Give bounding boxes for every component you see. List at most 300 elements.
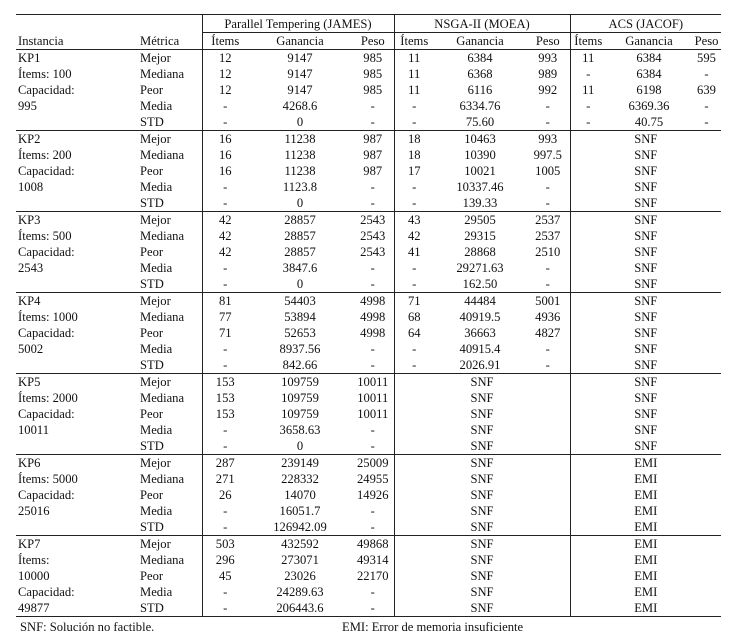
nsga-status-cell: SNF	[394, 374, 570, 391]
pt-peso-cell: 4998	[360, 310, 386, 324]
metric-cell: Mejor	[138, 536, 202, 553]
pt-peso-cell: 25009	[352, 455, 394, 472]
nsga-peso-cell: -	[545, 261, 550, 275]
results-table-container	[16, 14, 721, 617]
pt-peso-cell: 10011	[352, 374, 394, 391]
metric-cell: Peor	[140, 245, 164, 259]
pt-peso-cell: -	[370, 261, 375, 275]
nsga-items-cell: 42	[394, 228, 434, 244]
metric-cell: Mediana	[140, 553, 185, 567]
pt-ganancia-cell: 228332	[281, 472, 319, 486]
nsga-items-cell: 41	[394, 244, 434, 260]
pt-ganancia-cell: 109759	[281, 391, 319, 405]
instance-cell: 49877	[16, 600, 138, 617]
nsga-items-cell: 43	[394, 212, 434, 229]
instance-cell: Ítems: 100	[18, 67, 72, 81]
footnote-emi: EMI: Error de memoria insuficiente	[342, 620, 524, 634]
results-body	[16, 50, 721, 617]
acs-peso-cell: 595	[692, 50, 721, 67]
pt-ganancia-cell: 0	[296, 115, 304, 129]
acs-status-cell: EMI	[570, 536, 721, 553]
metric-cell: Mejor	[138, 455, 202, 472]
col-header-items: Ítems	[394, 33, 434, 50]
metric-cell: Peor	[140, 326, 164, 340]
table-row	[16, 438, 721, 455]
acs-peso-cell: -	[704, 99, 709, 113]
pt-ganancia-cell: 842.66	[282, 358, 318, 372]
pt-peso-cell: 2543	[360, 245, 386, 259]
instance-cell: Ítems: 500	[18, 229, 72, 243]
nsga-items-cell: 18	[394, 131, 434, 148]
pt-peso-cell: 49868	[352, 536, 394, 553]
instance-cell: 10011	[18, 423, 50, 437]
acs-status-cell: SNF	[570, 147, 721, 163]
table-row	[16, 584, 721, 600]
pt-items-cell: 503	[202, 536, 248, 553]
pt-peso-cell: 987	[352, 131, 394, 148]
instance-cell	[16, 114, 138, 131]
acs-status-cell: EMI	[570, 600, 721, 617]
acs-status-cell: SNF	[570, 422, 721, 438]
instance-cell: KP6	[16, 455, 138, 472]
instance-cell: Capacidad:	[18, 407, 75, 421]
pt-items-cell: 45	[202, 568, 248, 584]
metric-cell: STD	[140, 196, 164, 210]
nsga-peso-cell: 2537	[526, 212, 570, 229]
instance-cell: Capacidad:	[18, 245, 75, 259]
table-row	[16, 325, 721, 341]
acs-items-cell: -	[570, 66, 606, 82]
pt-items-cell: -	[202, 179, 248, 195]
instance-cell	[16, 438, 138, 455]
col-header-metrica: Métrica	[138, 33, 202, 50]
pt-ganancia-cell: 3847.6	[282, 261, 318, 275]
table-row	[16, 114, 721, 131]
nsga-ganancia-cell: 10021	[464, 164, 496, 178]
instance-cell: Capacidad:	[18, 164, 75, 178]
table-row	[16, 293, 721, 310]
acs-items-cell: 11	[570, 82, 606, 98]
metric-cell: STD	[140, 115, 164, 129]
pt-ganancia-cell: 24289.63	[276, 585, 324, 599]
acs-status-cell: EMI	[570, 471, 721, 487]
pt-items-cell: -	[202, 503, 248, 519]
pt-peso-cell: 2543	[360, 229, 386, 243]
col-header-items: Ítems	[202, 33, 248, 50]
instance-cell: Capacidad:	[18, 326, 75, 340]
table-row	[16, 147, 721, 163]
pt-ganancia-cell: 239149	[248, 455, 352, 472]
instance-cell: KP7	[16, 536, 138, 553]
table-row	[16, 228, 721, 244]
table-row	[16, 276, 721, 293]
col-header-peso: Peso	[526, 33, 570, 50]
nsga-ganancia-cell: 6368	[467, 67, 493, 81]
pt-ganancia-cell: 1123.8	[282, 180, 318, 194]
instance-cell: Ítems: 5000	[18, 472, 78, 486]
pt-ganancia-cell: 4268.6	[282, 99, 318, 113]
instance-cell: Ítems: 2000	[18, 391, 78, 405]
pt-items-cell: 71	[202, 325, 248, 341]
nsga-status-cell: SNF	[394, 519, 570, 536]
acs-ganancia-cell: 40.75	[634, 115, 664, 129]
acs-status-cell: SNF	[570, 293, 721, 310]
metric-cell: Media	[140, 99, 173, 113]
acs-status-cell: SNF	[570, 374, 721, 391]
nsga-items-cell: 11	[394, 50, 434, 67]
pt-items-cell: -	[202, 195, 248, 212]
pt-items-cell: 271	[202, 471, 248, 487]
nsga-items-cell: -	[394, 341, 434, 357]
metric-cell: Media	[140, 504, 173, 518]
acs-peso-cell: -	[704, 67, 709, 81]
pt-peso-cell: -	[370, 99, 375, 113]
pt-items-cell: -	[202, 98, 248, 114]
acs-items-cell: 11	[570, 50, 606, 67]
acs-items-cell: -	[570, 114, 606, 131]
nsga-ganancia-cell: 10463	[434, 131, 526, 148]
instance-cell: 25016	[18, 504, 50, 518]
pt-items-cell: 26	[202, 487, 248, 503]
footnote-snf: SNF: Solución no factible.	[20, 620, 155, 634]
pt-ganancia-cell: 273071	[281, 553, 319, 567]
table-row	[16, 422, 721, 438]
acs-status-cell: SNF	[570, 325, 721, 341]
acs-status-cell: SNF	[570, 179, 721, 195]
pt-peso-cell: 985	[352, 50, 394, 67]
pt-peso-cell: -	[370, 423, 375, 437]
pt-ganancia-cell: 8937.56	[279, 342, 321, 356]
pt-peso-cell: 24955	[357, 472, 389, 486]
nsga-ganancia-cell: 75.60	[465, 115, 495, 129]
metric-cell: STD	[140, 439, 164, 453]
acs-ganancia-cell: 6384	[606, 50, 692, 67]
nsga-status-cell: SNF	[394, 471, 570, 487]
pt-peso-cell: -	[370, 439, 375, 453]
pt-peso-cell: -	[370, 585, 375, 599]
nsga-ganancia-cell: 2026.91	[459, 358, 501, 372]
table-row	[16, 374, 721, 391]
metric-cell: Mejor	[138, 50, 202, 67]
pt-peso-cell: -	[370, 277, 375, 291]
nsga-peso-cell: -	[545, 196, 550, 210]
nsga-peso-cell: -	[545, 99, 550, 113]
pt-ganancia-cell: 3658.63	[279, 423, 321, 437]
nsga-ganancia-cell: 28868	[464, 245, 496, 259]
nsga-peso-cell: -	[545, 358, 550, 372]
pt-items-cell: 287	[202, 455, 248, 472]
pt-ganancia-cell: 28857	[248, 212, 352, 229]
pt-items-cell: -	[202, 114, 248, 131]
metric-cell: Peor	[140, 407, 164, 421]
pt-ganancia-cell: 16051.7	[279, 504, 321, 518]
instance-cell: 10000	[18, 569, 50, 583]
nsga-items-cell: -	[394, 114, 434, 131]
nsga-status-cell: SNF	[394, 600, 570, 617]
pt-peso-cell: -	[370, 358, 375, 372]
nsga-ganancia-cell: 6384	[434, 50, 526, 67]
nsga-status-cell: SNF	[394, 584, 570, 600]
table-row	[16, 568, 721, 584]
pt-items-cell: -	[202, 276, 248, 293]
nsga-items-cell: -	[394, 179, 434, 195]
nsga-peso-cell: 989	[538, 67, 558, 81]
pt-ganancia-cell: 109759	[248, 374, 352, 391]
acs-status-cell: EMI	[570, 552, 721, 568]
nsga-ganancia-cell: 162.50	[462, 277, 498, 291]
pt-items-cell: 153	[202, 406, 248, 422]
pt-items-cell: 16	[202, 131, 248, 148]
table-row	[16, 66, 721, 82]
nsga-status-cell: SNF	[394, 438, 570, 455]
instance-cell: KP3	[16, 212, 138, 229]
instance-cell: 5002	[18, 342, 44, 356]
col-header-ganancia: Ganancia	[434, 33, 526, 50]
metric-cell: STD	[140, 520, 164, 534]
nsga-peso-cell: -	[545, 115, 550, 129]
metric-cell: Peor	[140, 164, 164, 178]
table-row	[16, 212, 721, 229]
pt-ganancia-cell: 53894	[284, 310, 316, 324]
col-header-ganancia: Ganancia	[248, 33, 352, 50]
col-header-peso: Peso	[352, 33, 394, 50]
acs-ganancia-cell: 6198	[636, 83, 662, 97]
metric-cell: Media	[140, 342, 173, 356]
table-row	[16, 163, 721, 179]
col-header-instancia: Instancia	[16, 33, 138, 50]
metric-cell: Mediana	[140, 229, 185, 243]
metric-cell: Mejor	[138, 293, 202, 310]
table-row	[16, 309, 721, 325]
acs-status-cell: SNF	[570, 309, 721, 325]
metric-cell: Mejor	[138, 212, 202, 229]
pt-ganancia-cell: 432592	[248, 536, 352, 553]
pt-items-cell: 42	[202, 228, 248, 244]
metric-cell: Mejor	[138, 374, 202, 391]
pt-items-cell: 81	[202, 293, 248, 310]
pt-peso-cell: 49314	[357, 553, 389, 567]
instance-cell: 995	[18, 99, 37, 113]
nsga-peso-cell: -	[545, 277, 550, 291]
nsga-ganancia-cell: 44484	[434, 293, 526, 310]
group-header-nsga: NSGA-II (MOEA)	[394, 15, 570, 33]
pt-items-cell: -	[202, 422, 248, 438]
pt-items-cell: 42	[202, 212, 248, 229]
nsga-items-cell: -	[394, 260, 434, 276]
pt-ganancia-cell: 23026	[284, 569, 316, 583]
metric-cell: Media	[140, 423, 173, 437]
pt-ganancia-cell: 0	[296, 196, 304, 210]
nsga-status-cell: SNF	[394, 552, 570, 568]
acs-status-cell: SNF	[570, 341, 721, 357]
table-row	[16, 357, 721, 374]
metric-cell: Mediana	[140, 148, 185, 162]
instance-cell	[16, 195, 138, 212]
acs-status-cell: EMI	[570, 568, 721, 584]
acs-status-cell: SNF	[570, 276, 721, 293]
pt-items-cell: 153	[202, 390, 248, 406]
nsga-ganancia-cell: 29315	[464, 229, 496, 243]
pt-peso-cell: 985	[363, 67, 383, 81]
group-header-pt: Parallel Tempering (JAMES)	[202, 15, 394, 33]
pt-peso-cell: 4998	[352, 293, 394, 310]
instance-cell: KP1	[16, 50, 138, 67]
pt-ganancia-cell: 11238	[248, 131, 352, 148]
instance-cell: Capacidad:	[18, 488, 75, 502]
pt-ganancia-cell: 9147	[287, 83, 313, 97]
instance-cell: Ítems:	[18, 553, 50, 567]
nsga-peso-cell: 4936	[535, 310, 561, 324]
pt-peso-cell: 4998	[360, 326, 386, 340]
nsga-items-cell: -	[394, 195, 434, 212]
pt-items-cell: -	[202, 438, 248, 455]
pt-ganancia-cell: 52653	[284, 326, 316, 340]
nsga-ganancia-cell: 29271.63	[456, 261, 504, 275]
nsga-items-cell: -	[394, 98, 434, 114]
table-row	[16, 455, 721, 472]
nsga-items-cell: -	[394, 357, 434, 374]
pt-ganancia-cell: 9147	[248, 50, 352, 67]
pt-peso-cell: 987	[363, 164, 383, 178]
nsga-status-cell: SNF	[394, 406, 570, 422]
pt-items-cell: 16	[202, 147, 248, 163]
metric-cell: STD	[140, 358, 164, 372]
header-group-row	[16, 15, 721, 33]
pt-ganancia-cell: 28857	[284, 245, 316, 259]
table-row	[16, 131, 721, 148]
table-row	[16, 519, 721, 536]
acs-peso-cell: -	[704, 115, 709, 129]
pt-ganancia-cell: 0	[296, 439, 304, 453]
instance-cell: KP4	[16, 293, 138, 310]
metric-cell: STD	[138, 600, 202, 617]
pt-peso-cell: 22170	[357, 569, 389, 583]
pt-ganancia-cell: 109759	[281, 407, 319, 421]
nsga-ganancia-cell: 10390	[464, 148, 496, 162]
nsga-peso-cell: 5001	[526, 293, 570, 310]
acs-status-cell: SNF	[570, 260, 721, 276]
pt-ganancia-cell: 9147	[287, 67, 313, 81]
nsga-ganancia-cell: 6334.76	[459, 99, 501, 113]
pt-items-cell: 296	[202, 552, 248, 568]
nsga-items-cell: 17	[394, 163, 434, 179]
metric-cell: Mediana	[140, 310, 185, 324]
acs-ganancia-cell: 6369.36	[628, 99, 670, 113]
pt-items-cell: -	[202, 260, 248, 276]
nsga-ganancia-cell: 36663	[464, 326, 496, 340]
nsga-status-cell: SNF	[394, 568, 570, 584]
pt-items-cell: 12	[202, 82, 248, 98]
nsga-items-cell: -	[394, 276, 434, 293]
nsga-ganancia-cell: 139.33	[462, 196, 498, 210]
table-row	[16, 50, 721, 67]
nsga-items-cell: 18	[394, 147, 434, 163]
nsga-items-cell: 11	[394, 66, 434, 82]
acs-status-cell: SNF	[570, 406, 721, 422]
pt-peso-cell: -	[370, 180, 375, 194]
nsga-peso-cell: -	[545, 180, 550, 194]
pt-items-cell: -	[202, 519, 248, 536]
acs-status-cell: EMI	[570, 487, 721, 503]
pt-items-cell: -	[202, 357, 248, 374]
nsga-peso-cell: 4827	[535, 326, 561, 340]
table-row	[16, 487, 721, 503]
table-row	[16, 195, 721, 212]
pt-items-cell: -	[202, 341, 248, 357]
nsga-status-cell: SNF	[394, 487, 570, 503]
acs-status-cell: SNF	[570, 163, 721, 179]
table-row	[16, 98, 721, 114]
table-row	[16, 552, 721, 568]
pt-peso-cell: 2543	[352, 212, 394, 229]
acs-status-cell: EMI	[570, 455, 721, 472]
pt-peso-cell: -	[370, 115, 375, 129]
pt-peso-cell: 14926	[357, 488, 389, 502]
nsga-status-cell: SNF	[394, 455, 570, 472]
acs-status-cell: SNF	[570, 244, 721, 260]
nsga-items-cell: 64	[394, 325, 434, 341]
pt-ganancia-cell: 206443.6	[248, 600, 352, 617]
acs-status-cell: EMI	[570, 503, 721, 519]
metric-cell: Media	[140, 180, 173, 194]
pt-items-cell: -	[202, 584, 248, 600]
pt-ganancia-cell: 54403	[248, 293, 352, 310]
instance-cell	[16, 276, 138, 293]
nsga-ganancia-cell: 29505	[434, 212, 526, 229]
table-row	[16, 260, 721, 276]
nsga-status-cell: SNF	[394, 536, 570, 553]
pt-peso-cell: 10011	[357, 407, 389, 421]
nsga-ganancia-cell: 10337.46	[456, 180, 504, 194]
pt-peso-cell: -	[370, 520, 375, 534]
table-row	[16, 600, 721, 617]
acs-peso-cell: 639	[697, 83, 716, 97]
table-row	[16, 471, 721, 487]
pt-ganancia-cell: 11238	[284, 164, 316, 178]
instance-cell: KP2	[16, 131, 138, 148]
pt-ganancia-cell: 126942.09	[273, 520, 327, 534]
nsga-peso-cell: 993	[526, 131, 570, 148]
pt-ganancia-cell: 11238	[284, 148, 316, 162]
pt-items-cell: 12	[202, 66, 248, 82]
instance-cell: KP5	[16, 374, 138, 391]
metric-cell: Media	[140, 585, 173, 599]
pt-peso-cell: -	[352, 600, 394, 617]
metric-cell: Peor	[140, 83, 164, 97]
col-header-ganancia: Ganancia	[606, 33, 692, 50]
acs-status-cell: SNF	[570, 195, 721, 212]
pt-peso-cell: -	[370, 196, 375, 210]
acs-status-cell: SNF	[570, 131, 721, 148]
acs-status-cell: EMI	[570, 519, 721, 536]
acs-items-cell: -	[570, 98, 606, 114]
metric-cell: Peor	[140, 569, 164, 583]
table-row	[16, 341, 721, 357]
nsga-items-cell: 71	[394, 293, 434, 310]
table-row	[16, 536, 721, 553]
metric-cell: Mejor	[138, 131, 202, 148]
pt-items-cell: 77	[202, 309, 248, 325]
pt-items-cell: 12	[202, 50, 248, 67]
instance-cell: 1008	[18, 180, 44, 194]
results-table	[16, 14, 721, 617]
table-row	[16, 244, 721, 260]
nsga-items-cell: 11	[394, 82, 434, 98]
nsga-peso-cell: 1005	[535, 164, 561, 178]
pt-items-cell: -	[202, 600, 248, 617]
instance-cell: 2543	[18, 261, 44, 275]
acs-status-cell: EMI	[570, 584, 721, 600]
